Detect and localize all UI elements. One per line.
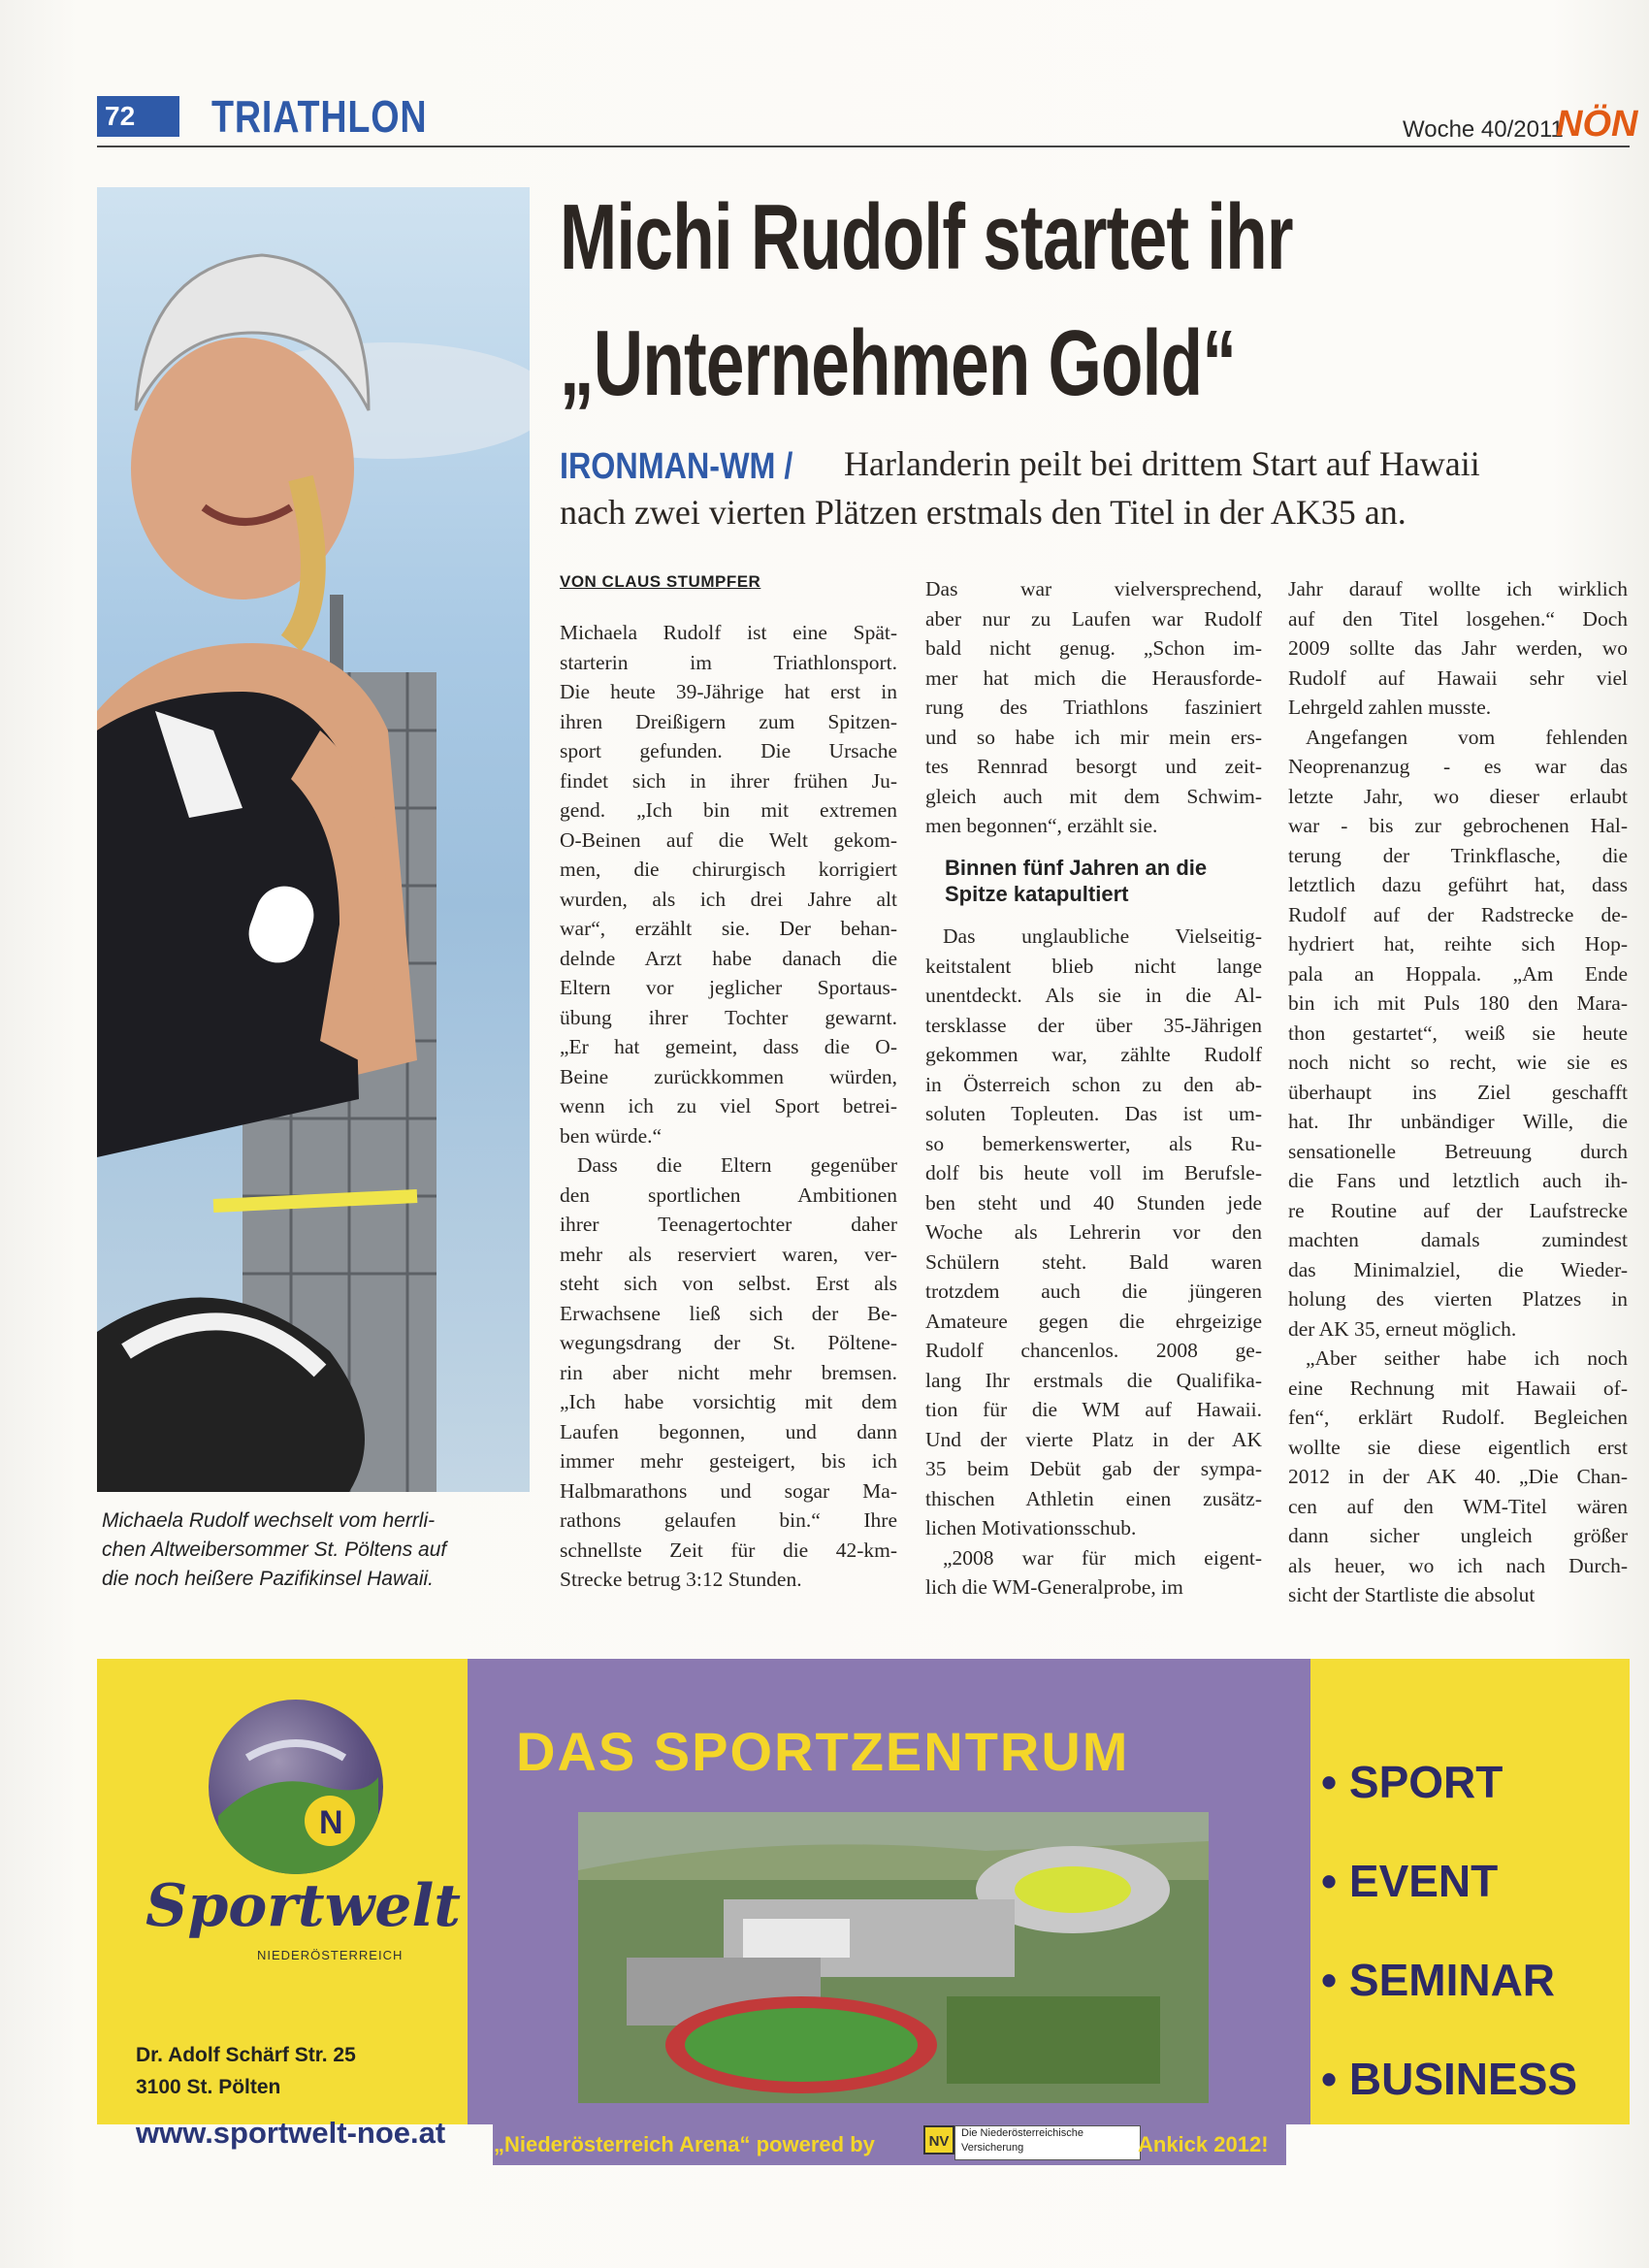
text-line: Michaela Rudolf ist eine Spät- bbox=[560, 621, 897, 644]
text-line: Amateure gegen die ehrgeizige bbox=[925, 1309, 1262, 1333]
text-line: überhaupt ins Ziel geschafft bbox=[1288, 1080, 1628, 1104]
text-line: men, die chirurgisch korrigiert bbox=[560, 858, 897, 881]
text-line: Lehrgeld zahlen musste. bbox=[1288, 696, 1492, 719]
ad-address-street: Dr. Adolf Schärf Str. 25 bbox=[136, 2044, 356, 2066]
sponsor-badge: NV bbox=[923, 2125, 954, 2155]
sportwelt-logo-text: Sportwelt bbox=[146, 1872, 461, 1940]
text-line: letztlich dazu geführt hat, dass bbox=[1288, 873, 1628, 896]
text-line: gend. „Ich bin mit extremen bbox=[560, 798, 897, 822]
text-line: 35 beim Debüt gab der sympa- bbox=[925, 1457, 1262, 1480]
text-line: Eltern vor jeglicher Sportaus- bbox=[560, 976, 897, 999]
sportwelt-logo-subtitle: NIEDERÖSTERREICH bbox=[257, 1948, 404, 1962]
text-line: auf den Titel losgehen.“ Doch bbox=[1288, 606, 1628, 631]
text-line: thischen Athletin einen zusätz- bbox=[925, 1486, 1262, 1510]
text-line: Beine zurückkommen würden, bbox=[560, 1064, 897, 1088]
text-line: Dass die Eltern gegenüber bbox=[577, 1153, 897, 1177]
svg-text:N: N bbox=[319, 1804, 343, 1841]
text-line: rung des Triathlons fasziniert bbox=[925, 696, 1262, 719]
ad-address-city: 3100 St. Pölten bbox=[136, 2076, 281, 2098]
text-line: 2009 sollte das Jahr werden, wo bbox=[1288, 636, 1628, 660]
ad-footer-text: „Niederösterreich Arena“ powered by bbox=[494, 2132, 875, 2156]
text-line: thon gestartet“, weiß sie heute bbox=[1288, 1021, 1628, 1045]
text-line: die Fans und letztlich auch ih- bbox=[1288, 1169, 1628, 1192]
text-line: Angefangen vom fehlenden bbox=[1306, 725, 1628, 749]
text-line: hydriert hat, reihte sich Hop- bbox=[1288, 932, 1628, 956]
text-line: „2008 war für mich eigent- bbox=[943, 1545, 1262, 1570]
bullet-seminar: • SEMINAR bbox=[1321, 1955, 1556, 2005]
text-line: terung der Trinkflasche, die bbox=[1288, 843, 1628, 867]
issue-label: Woche 40/2011 bbox=[1403, 116, 1564, 143]
text-line: den sportlichen Ambitionen bbox=[560, 1183, 897, 1207]
text-line: war - bis zur gebrochenen Hal- bbox=[1288, 814, 1628, 837]
caption-line: chen Altweibersommer St. Pöltens auf bbox=[102, 1539, 447, 1561]
text-line: lang Ihr erstmals die Qualifika- bbox=[925, 1368, 1262, 1392]
text-line: Rudolf chancenlos. 2008 ge- bbox=[925, 1339, 1262, 1362]
text-line: Und der vierte Platz in der AK bbox=[925, 1427, 1262, 1451]
sponsor-line: Die Niederösterreichische bbox=[961, 2127, 1083, 2139]
kicker: IRONMAN-WM / bbox=[560, 446, 793, 487]
text-line: holung des vierten Platzes in bbox=[1288, 1287, 1628, 1311]
text-line: Neoprenanzug - es war das bbox=[1288, 755, 1628, 778]
text-line: noch nicht so recht, wie sie es bbox=[1288, 1051, 1628, 1074]
text-line: tion für die WM auf Hawaii. bbox=[925, 1398, 1262, 1421]
text-line: ben würde.“ bbox=[560, 1123, 663, 1148]
ad-footer-kickoff: Ankick 2012! bbox=[1138, 2132, 1269, 2156]
text-line: wenn ich zu viel Sport betrei- bbox=[560, 1094, 897, 1118]
text-line: 2012 in der AK 40. „Die Chan- bbox=[1288, 1465, 1628, 1488]
text-line: ihren Dreißigern zum Spitzen- bbox=[560, 709, 897, 733]
text-line: Das unglaubliche Vielseitig- bbox=[943, 924, 1262, 948]
text-line: Strecke betrug 3:12 Stunden. bbox=[560, 1568, 802, 1591]
text-line: Die heute 39-Jährige hat erst in bbox=[560, 680, 897, 703]
text-line: unentdeckt. Als sie in die Al- bbox=[925, 984, 1262, 1007]
deck-line-2: nach zwei vierten Plätzen erstmals den Titel in der AK35 an. bbox=[560, 493, 1406, 532]
text-line: „Aber seither habe ich noch bbox=[1306, 1346, 1628, 1370]
text-line: Schülern steht. Bald waren bbox=[925, 1249, 1262, 1274]
text-line: machten damals zumindest bbox=[1288, 1228, 1628, 1251]
text-line: „Ich habe vorsichtig mit dem bbox=[560, 1390, 897, 1413]
byline: VON CLAUS STUMPFER bbox=[560, 572, 761, 591]
text-line: Halbmarathons und sogar Ma- bbox=[560, 1478, 897, 1503]
photo-caption bbox=[102, 1507, 529, 1594]
text-line: cen auf den WM-Titel wären bbox=[1288, 1494, 1628, 1518]
text-line: delnde Arzt habe danach die bbox=[560, 946, 897, 970]
text-line: soluten Topleuten. Das ist um- bbox=[925, 1102, 1262, 1125]
text-line: tersklasse der über 35-Jährigen bbox=[925, 1013, 1262, 1037]
text-line: Rudolf auf der Radstrecke de- bbox=[1288, 902, 1628, 926]
article-column-3 bbox=[1288, 574, 1628, 1610]
text-line: wegungsdrang der St. Pöltene- bbox=[560, 1331, 897, 1354]
text-line: pala an Hoppala. „Am Ende bbox=[1288, 961, 1628, 986]
bullet-label: BUSINESS bbox=[1348, 2054, 1578, 2104]
text-line: dann sicher ungleich größer bbox=[1288, 1524, 1628, 1547]
text-line: gleich auch mit dem Schwim- bbox=[925, 784, 1262, 808]
header-rule bbox=[97, 146, 1630, 147]
text-line: Rudolf auf Hawaii sehr viel bbox=[1288, 665, 1628, 690]
text-line: als heuer, wo ich nach Durch- bbox=[1288, 1553, 1628, 1577]
text-line: sensationelle Betreuung durch bbox=[1288, 1139, 1628, 1163]
text-line: lichen Motivationsschub. bbox=[925, 1516, 1137, 1539]
sponsor-line: Versicherung bbox=[961, 2142, 1024, 2154]
ad-title: DAS SPORTZENTRUM bbox=[516, 1721, 1130, 1782]
arena-aerial-photo bbox=[578, 1812, 1209, 2103]
text-line: Das war vielversprechend, bbox=[925, 577, 1262, 600]
text-line: bald nicht genug. „Schon im- bbox=[925, 636, 1262, 660]
bullet-business: • BUSINESS bbox=[1321, 2054, 1578, 2104]
athlete-photo bbox=[97, 187, 530, 1492]
caption-line: Michaela Rudolf wechselt vom herrli- bbox=[102, 1509, 436, 1532]
bullet-label: SEMINAR bbox=[1348, 1955, 1556, 2005]
bullet-label: SPORT bbox=[1348, 1757, 1504, 1807]
headline-line-2: „Unternehmen Gold“ bbox=[560, 311, 1237, 415]
text-line: so bemerkenswerter, als Ru- bbox=[925, 1131, 1262, 1155]
text-line: tes Rennrad besorgt und zeit- bbox=[925, 755, 1262, 778]
text-line: und so habe ich mir mein ers- bbox=[925, 725, 1262, 749]
text-line: fen“, erklärt Rudolf. Begleichen bbox=[1288, 1406, 1628, 1429]
text-line: Erwachsene ließ sich der Be- bbox=[560, 1301, 897, 1325]
text-line: ben steht und 40 Stunden jede bbox=[925, 1190, 1262, 1215]
text-line: men begonnen“, erzählt sie. bbox=[925, 814, 1158, 837]
text-line: steht sich von selbst. Erst als bbox=[560, 1272, 897, 1295]
text-line: mer hat mich die Herausforde- bbox=[925, 665, 1262, 690]
text-line: lich die WM-Generalprobe, im bbox=[925, 1575, 1183, 1599]
text-line: rathons gelaufen bin.“ Ihre bbox=[560, 1508, 897, 1532]
text-line: in Österreich schon zu den ab- bbox=[925, 1072, 1262, 1096]
text-line: Jahr darauf wollte ich wirklich bbox=[1288, 577, 1628, 600]
page-number: 72 bbox=[97, 96, 179, 137]
text-line: hat. Ihr unbändiger Wille, die bbox=[1288, 1110, 1628, 1133]
text-line: eine Rechnung mit Hawaii of- bbox=[1288, 1376, 1628, 1400]
section-title: TRIATHLON bbox=[211, 91, 428, 142]
article-column-1 bbox=[560, 618, 897, 1595]
text-line: schnellste Zeit für die 42-km- bbox=[560, 1538, 897, 1562]
text-line: sport gefunden. Die Ursache bbox=[560, 739, 897, 762]
sponsor-name bbox=[954, 2125, 1141, 2160]
text-line: immer mehr gesteigert, bis ich bbox=[560, 1449, 897, 1473]
text-line: übung ihrer Tochter gewarnt. bbox=[560, 1005, 897, 1029]
text-line: mehr als reserviert waren, ver- bbox=[560, 1242, 897, 1266]
text-line: rin aber nicht mehr bremsen. bbox=[560, 1360, 897, 1384]
text-line: letzte Jahr, wo dieser erlaubt bbox=[1288, 784, 1628, 808]
text-line: dolf bis heute voll im Berufsle- bbox=[925, 1161, 1262, 1184]
athlete-illustration bbox=[97, 187, 530, 1492]
text-line: war“, erzählt sie. Der behan- bbox=[560, 917, 897, 940]
text-line: Woche als Lehrerin vor den bbox=[925, 1220, 1262, 1244]
text-line: O-Beinen auf die Welt gekom- bbox=[560, 827, 897, 852]
bullet-sport: • SPORT bbox=[1321, 1757, 1504, 1807]
text-line: der AK 35, erneut möglich. bbox=[1288, 1316, 1517, 1341]
deck-line-1: Harlanderin peilt bei drittem Start auf Hawaii bbox=[844, 444, 1480, 483]
ad-website-link[interactable]: www.sportwelt-noe.at bbox=[136, 2116, 446, 2150]
subheading-line: Spitze katapultiert bbox=[945, 882, 1129, 906]
text-line: bin ich mit Puls 180 den Mara- bbox=[1288, 991, 1628, 1015]
sportwelt-logo-icon bbox=[209, 1700, 383, 1874]
text-line: aber nur zu Laufen war Rudolf bbox=[925, 606, 1262, 631]
text-line: wollte sie diese eigentlich erst bbox=[1288, 1435, 1628, 1459]
text-line: Laufen begonnen, und dann bbox=[560, 1419, 897, 1443]
text-line: das Minimalziel, die Wieder- bbox=[1288, 1257, 1628, 1281]
text-line: re Routine auf der Laufstrecke bbox=[1288, 1198, 1628, 1222]
newspaper-logo: NÖN bbox=[1556, 104, 1638, 145]
text-line: trotzdem auch die jüngeren bbox=[925, 1280, 1262, 1303]
text-line: gekommen war, zählte Rudolf bbox=[925, 1043, 1262, 1066]
headline-line-1: Michi Rudolf startet ihr bbox=[560, 185, 1293, 289]
text-line: wurden, als ich drei Jahre alt bbox=[560, 887, 897, 911]
article-column-2-continued bbox=[925, 922, 1262, 1603]
bullet-label: EVENT bbox=[1348, 1856, 1499, 1906]
text-line: starterin im Triathlonsport. bbox=[560, 650, 897, 674]
bullet-event: • EVENT bbox=[1321, 1856, 1499, 1906]
text-line: keitstalent blieb nicht lange bbox=[925, 954, 1262, 978]
arena-illustration bbox=[578, 1812, 1209, 2103]
text-line: sicht der Startliste die absolut bbox=[1288, 1583, 1536, 1606]
text-line: „Er hat gemeint, dass die O- bbox=[560, 1035, 897, 1058]
subheading bbox=[945, 855, 1207, 907]
text-line: ihrer Teenagertochter daher bbox=[560, 1213, 897, 1236]
subheading-line: Binnen fünf Jahren an die bbox=[945, 856, 1208, 880]
text-line: findet sich in ihrer frühen Ju- bbox=[560, 768, 897, 793]
article-column-2 bbox=[925, 574, 1262, 841]
globe-icon bbox=[209, 1700, 383, 1874]
caption-line: die noch heißere Pazifikinsel Hawaii. bbox=[102, 1568, 434, 1590]
